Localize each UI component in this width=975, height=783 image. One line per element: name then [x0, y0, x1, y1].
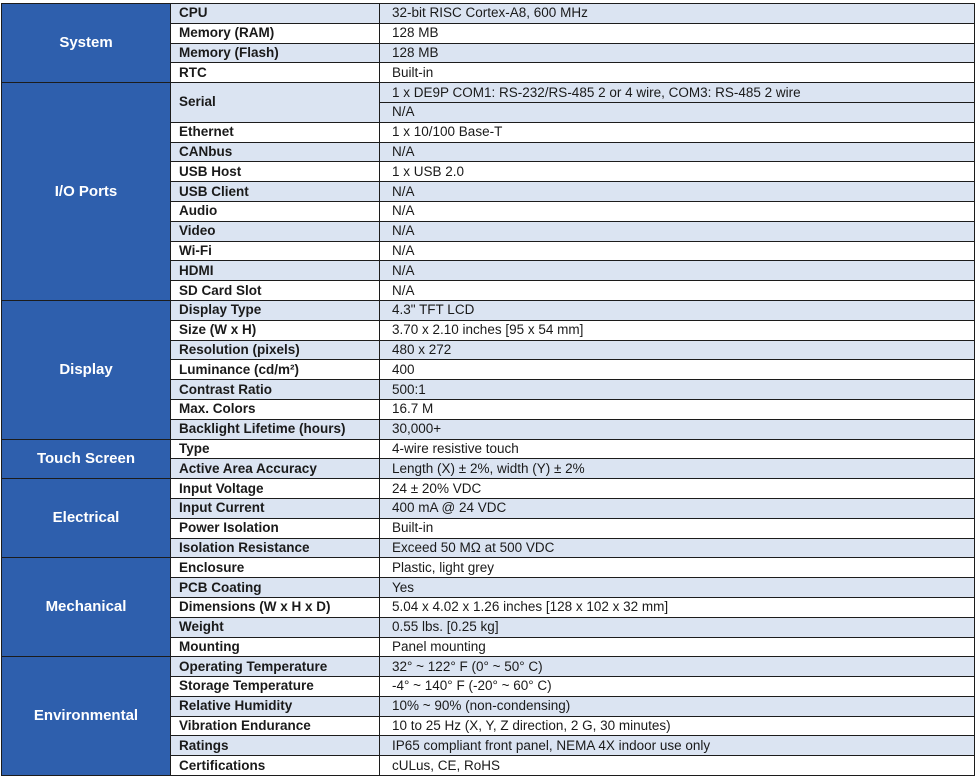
parameter-cell: Active Area Accuracy — [171, 459, 380, 479]
parameter-cell: Ratings — [171, 736, 380, 756]
value-cell: N/A — [380, 221, 975, 241]
value-cell: 1 x USB 2.0 — [380, 162, 975, 182]
parameter-cell: USB Host — [171, 162, 380, 182]
value-cell: Yes — [380, 578, 975, 598]
parameter-cell: Certifications — [171, 756, 380, 776]
category-cell: System — [2, 4, 171, 83]
spec-table — [1, 3, 975, 776]
parameter-cell: Audio — [171, 201, 380, 221]
parameter-cell: Video — [171, 221, 380, 241]
table-row — [2, 83, 975, 103]
category-cell: Touch Screen — [2, 439, 171, 479]
parameter-cell: CPU — [171, 4, 380, 24]
parameter-cell: CANbus — [171, 142, 380, 162]
value-cell: 10% ~ 90% (non-condensing) — [380, 696, 975, 716]
value-cell: N/A — [380, 261, 975, 281]
table-row — [2, 300, 975, 320]
parameter-cell: Mounting — [171, 637, 380, 657]
parameter-cell: Max. Colors — [171, 399, 380, 419]
parameter-cell: Type — [171, 439, 380, 459]
table-row — [2, 657, 975, 677]
value-cell: N/A — [380, 182, 975, 202]
parameter-cell: Size (W x H) — [171, 320, 380, 340]
parameter-cell: Weight — [171, 617, 380, 637]
value-cell: Exceed 50 MΩ at 500 VDC — [380, 538, 975, 558]
value-cell: 4.3" TFT LCD — [380, 300, 975, 320]
value-cell: 16.7 M — [380, 399, 975, 419]
parameter-cell: Memory (Flash) — [171, 43, 380, 63]
parameter-cell: Relative Humidity — [171, 696, 380, 716]
value-cell: 32-bit RISC Cortex-A8, 600 MHz — [380, 4, 975, 24]
value-cell: 500:1 — [380, 380, 975, 400]
parameter-cell: HDMI — [171, 261, 380, 281]
category-cell: Electrical — [2, 479, 171, 558]
value-cell: Built-in — [380, 63, 975, 83]
parameter-cell: RTC — [171, 63, 380, 83]
spec-table-body — [2, 4, 975, 776]
category-cell: Mechanical — [2, 558, 171, 657]
parameter-cell: Operating Temperature — [171, 657, 380, 677]
value-cell: 3.70 x 2.10 inches [95 x 54 mm] — [380, 320, 975, 340]
parameter-cell: Resolution (pixels) — [171, 340, 380, 360]
parameter-cell: Wi-Fi — [171, 241, 380, 261]
value-cell: Plastic, light grey — [380, 558, 975, 578]
value-cell: 400 — [380, 360, 975, 380]
parameter-cell: USB Client — [171, 182, 380, 202]
parameter-cell: Power Isolation — [171, 518, 380, 538]
value-cell: 4-wire resistive touch — [380, 439, 975, 459]
table-row — [2, 558, 975, 578]
value-cell: Panel mounting — [380, 637, 975, 657]
parameter-cell: Enclosure — [171, 558, 380, 578]
value-cell: 24 ± 20% VDC — [380, 479, 975, 499]
value-cell: 30,000+ — [380, 419, 975, 439]
value-cell: cULus, CE, RoHS — [380, 756, 975, 776]
parameter-cell: Isolation Resistance — [171, 538, 380, 558]
value-cell: 0.55 lbs. [0.25 kg] — [380, 617, 975, 637]
value-cell: 128 MB — [380, 43, 975, 63]
parameter-cell: Dimensions (W x H x D) — [171, 597, 380, 617]
parameter-cell: Input Current — [171, 498, 380, 518]
value-cell: N/A — [380, 241, 975, 261]
parameter-cell: Contrast Ratio — [171, 380, 380, 400]
parameter-cell: Display Type — [171, 300, 380, 320]
parameter-cell: Vibration Endurance — [171, 716, 380, 736]
parameter-cell: Luminance (cd/m²) — [171, 360, 380, 380]
table-row — [2, 439, 975, 459]
value-cell: IP65 compliant front panel, NEMA 4X indoor use only — [380, 736, 975, 756]
value-cell: 1 x DE9P COM1: RS-232/RS-485 2 or 4 wire, COM3: RS-485 2 wire — [380, 83, 975, 103]
value-cell: 32° ~ 122° F (0° ~ 50° C) — [380, 657, 975, 677]
parameter-cell: Ethernet — [171, 122, 380, 142]
parameter-cell: Memory (RAM) — [171, 23, 380, 43]
category-cell: I/O Ports — [2, 83, 171, 301]
value-cell: Built-in — [380, 518, 975, 538]
parameter-cell: Backlight Lifetime (hours) — [171, 419, 380, 439]
value-cell: 400 mA @ 24 VDC — [380, 498, 975, 518]
parameter-cell: Storage Temperature — [171, 677, 380, 697]
category-cell: Display — [2, 300, 171, 439]
parameter-cell: Input Voltage — [171, 479, 380, 499]
table-row — [2, 479, 975, 499]
parameter-cell: PCB Coating — [171, 578, 380, 598]
value-cell: Length (X) ± 2%, width (Y) ± 2% — [380, 459, 975, 479]
value-cell: 5.04 x 4.02 x 1.26 inches [128 x 102 x 32 mm] — [380, 597, 975, 617]
category-cell: Environmental — [2, 657, 171, 776]
value-cell: 480 x 272 — [380, 340, 975, 360]
table-row — [2, 4, 975, 24]
value-cell: 10 to 25 Hz (X, Y, Z direction, 2 G, 30 minutes) — [380, 716, 975, 736]
value-cell: N/A — [380, 102, 975, 122]
value-cell: -4° ~ 140° F (-20° ~ 60° C) — [380, 677, 975, 697]
value-cell: 128 MB — [380, 23, 975, 43]
value-cell: N/A — [380, 281, 975, 301]
parameter-cell: SD Card Slot — [171, 281, 380, 301]
value-cell: N/A — [380, 201, 975, 221]
parameter-cell: Serial — [171, 83, 380, 123]
value-cell: 1 x 10/100 Base-T — [380, 122, 975, 142]
value-cell: N/A — [380, 142, 975, 162]
